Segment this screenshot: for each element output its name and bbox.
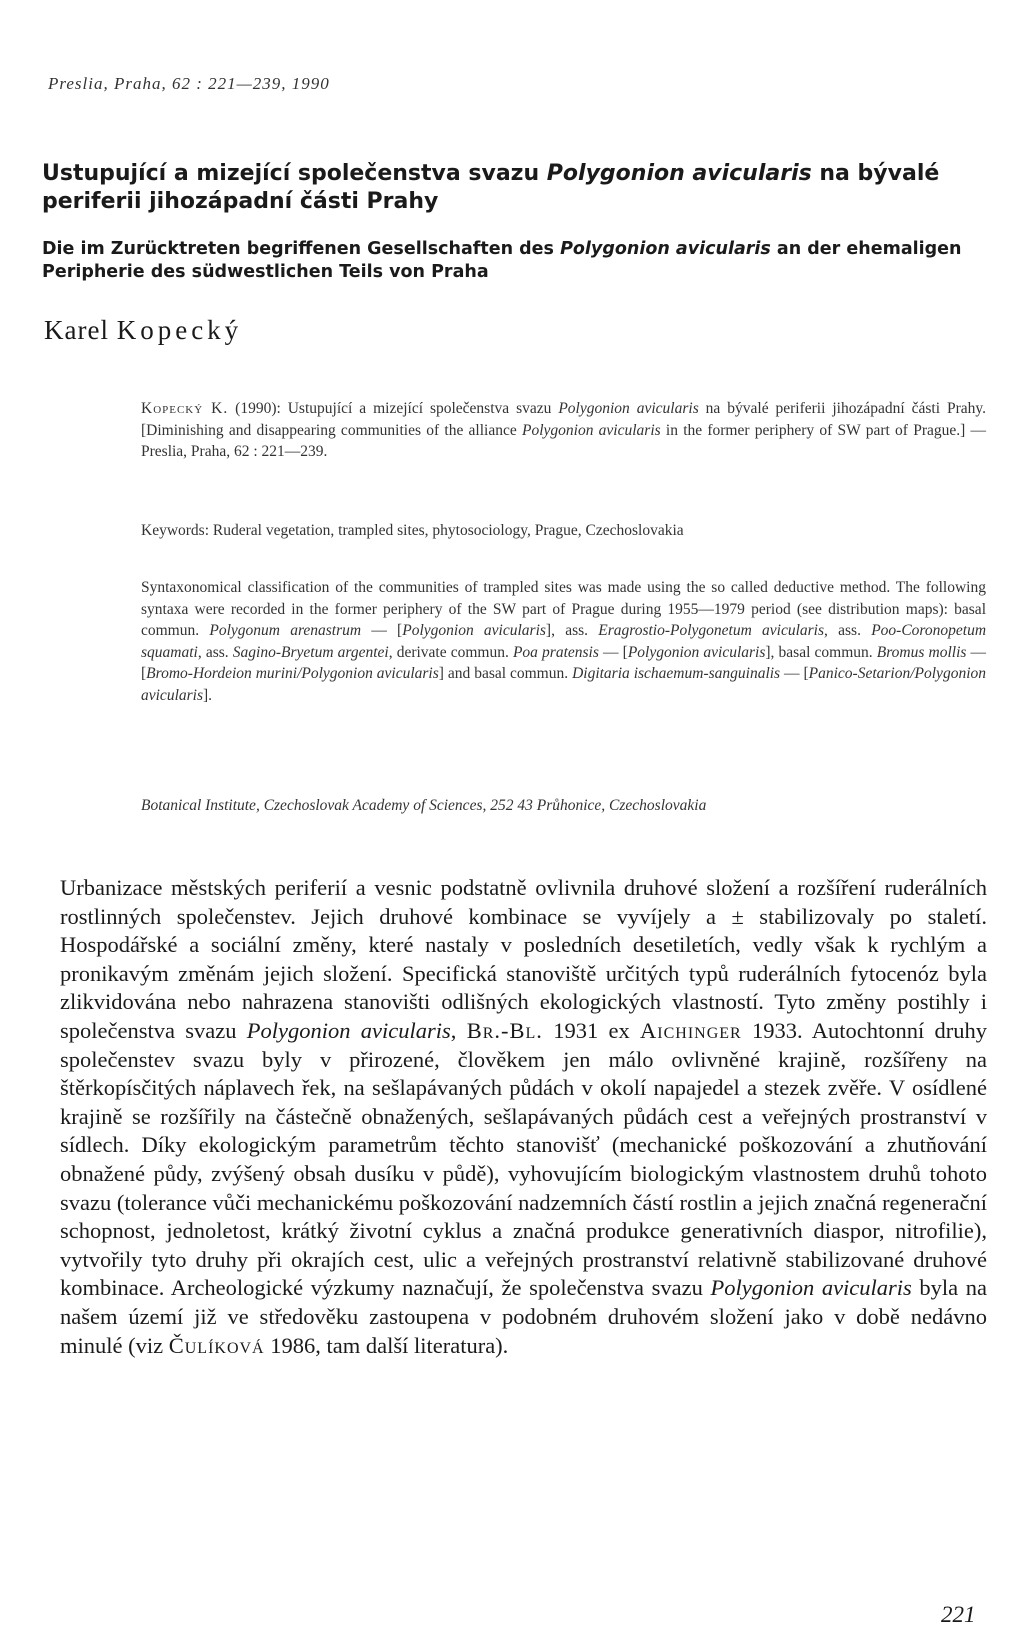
- abstract-text: — [: [598, 643, 628, 661]
- abstract-taxon: Bromus mollis: [876, 643, 967, 661]
- body-text: 1986, tam další literatura).: [264, 1332, 509, 1358]
- abstract-taxon: Poo-Coronopetum squamati: [141, 622, 987, 661]
- abstract-taxon: Polygonion avicularis: [402, 622, 546, 639]
- abstract-taxon: Panico-Setarion/Polygonion avicularis: [141, 665, 986, 704]
- abstract-taxon: Polygonion avicularis: [627, 643, 766, 661]
- citation-taxon-1: Polygonion avicularis: [558, 400, 699, 417]
- citation-text-2: na bývalé periferii jihozápadní části Prahy. [Diminishing and disappearing communities of the alliance: [141, 400, 986, 439]
- abstract-taxon: Eragrostio-Polygonetum avicularis: [598, 622, 825, 639]
- author-name: [44, 315, 242, 346]
- body-text: Urbanizace městských periferií a vesnic podstatně ovlivnila druhové složení a rozšíření ruderálních rostlinných společenstev. Jejich druhové kombinace se vyvíjely a ± stabilizovaly po staletí. Hospodářské a sociální změny, které nastaly v posledních desetiletích, vedly však k rychlým a pronikavým změnám jejich složení. Specifická stanoviště určitých typů ruderálních fytocenóz byla zlikvidována nebo nahrazena stanovišti odlišných ekologických vlastností. Tyto změny postihly i společenstva svazu: [60, 875, 987, 1043]
- author-first-name: Karel: [44, 315, 109, 345]
- author-address: Botanical Institute, Czechoslovak Academy of Sciences, 252 43 Průhonice, Czechoslovakia: [141, 797, 707, 814]
- abstract-text: — [: [361, 622, 403, 639]
- body-paragraph: [60, 874, 987, 1360]
- page-number: 221: [941, 1602, 976, 1627]
- abstract-taxon: Poa pratensis: [512, 643, 599, 661]
- body-text: 1933. Autochtonní druhy společenstev svazu byly v přirozené, člověkem jen málo ovlivněné krajině, rozšířeny na štěrkopísčitých náplavech řek, na sešlapávaných půdách v okolí napajedel a stezek zvěře. V osídlené krajině se rozšířily na částečně obnažených, sešlapávaných půdách cest a veřejných prostranství v sídlech. Díky ekologickým parametrům těchto stanovišť (mechanické poškozování a zhutňování obnažené půdy, zvýšený obsah dusíku v půdě), vyhovujícím biologickým vlastnostem druhů tohoto svazu (tolerance vůči mechanickému poškozování nadzemních částí rostlin a jejich značná regenerační schopnost, jednoletost, krátký životní cyklus a značná produkce generativních diaspor, nitrofilie), vytvořily tyto druhy při okrajích cest, ulic a veřejných prostranství relativně stabilizované druhové kombinace. Archeologické výzkumy naznačují, že společenstva svazu: [60, 1017, 987, 1301]
- body-author-ref: Čulíková: [168, 1332, 265, 1358]
- citation-text-1: (1990): Ustupující a mizející společenstva svazu: [228, 400, 559, 417]
- abstract-text: , derivate commun.: [388, 643, 513, 661]
- body-text: byla na našem území již ve středověku zastoupena v podobném druhovém složení jako v době nedávno minulé (viz: [60, 1275, 987, 1358]
- citation-author: Kopecký K.: [141, 400, 229, 417]
- article-title-german: [42, 238, 992, 284]
- abstract-text: , ass.: [197, 643, 233, 661]
- title-cz-taxon: Polygonion avicularis: [546, 161, 812, 186]
- body-text: 1931 ex: [542, 1017, 641, 1043]
- abstract-text: ].: [203, 686, 213, 704]
- title-cz-text: Ustupující a mizející společenstva svazu: [42, 161, 547, 186]
- abstract-text: Syntaxonomical classification of the communities of trampled sites was made using the so called deductive method. The following syntaxa were recorded in the former periphery of the SW part of Prague during 1955—1979 period (see distribution maps): basal commun.: [141, 579, 986, 639]
- abstract-text: , ass.: [824, 622, 872, 639]
- abstract-block: [141, 577, 986, 706]
- abstract-text: ], ass.: [545, 622, 599, 639]
- keywords-block: Keywords: Ruderal vegetation, trampled sites, phytosociology, Prague, Czechoslovakia: [141, 522, 684, 539]
- abstract-text: — [: [780, 665, 809, 682]
- body-text: ,: [450, 1017, 467, 1043]
- citation-taxon-2: Polygonion avicularis: [521, 421, 661, 439]
- citation-text-3: in the former periphery of SW part of Prague.] — Preslia, Praha, 62 : 221—239.: [141, 421, 987, 460]
- article-title-czech: [42, 160, 982, 216]
- abstract-taxon: Sagino-Bryetum argentei: [232, 643, 389, 661]
- body-taxon: Polygonion avicularis: [710, 1275, 912, 1301]
- title-cz-text-end: na bývalé periferii jihozápadní části Prahy: [42, 161, 940, 214]
- abstract-taxon: Polygonum arenastrum: [209, 622, 362, 639]
- abstract-taxon: Bromo-Hordeion murini/Polygonion avicularis: [146, 665, 439, 682]
- abstract-text: ] and basal commun.: [438, 665, 573, 682]
- abstract-taxon: Digitaria ischaemum-sanguinalis: [572, 665, 781, 682]
- abstract-text: ], basal commun.: [765, 643, 877, 661]
- title-de-text-end: an der ehemaligen Peripherie des südwestlichen Teils von Praha: [42, 239, 962, 282]
- title-de-taxon: Polygonion avicularis: [560, 239, 771, 259]
- body-author-ref: Br.-Bl.: [466, 1017, 543, 1043]
- abstract-text: — [: [141, 643, 987, 682]
- title-de-text: Die im Zurücktreten begriffenen Gesellschaften des: [42, 239, 561, 259]
- author-last-name: Kopecký: [116, 315, 243, 345]
- running-header: Preslia, Praha, 62 : 221—239, 1990: [48, 74, 330, 93]
- body-author-ref: Aichinger: [640, 1017, 742, 1043]
- body-taxon: Polygonion avicularis: [246, 1017, 451, 1043]
- citation-block: [141, 398, 986, 463]
